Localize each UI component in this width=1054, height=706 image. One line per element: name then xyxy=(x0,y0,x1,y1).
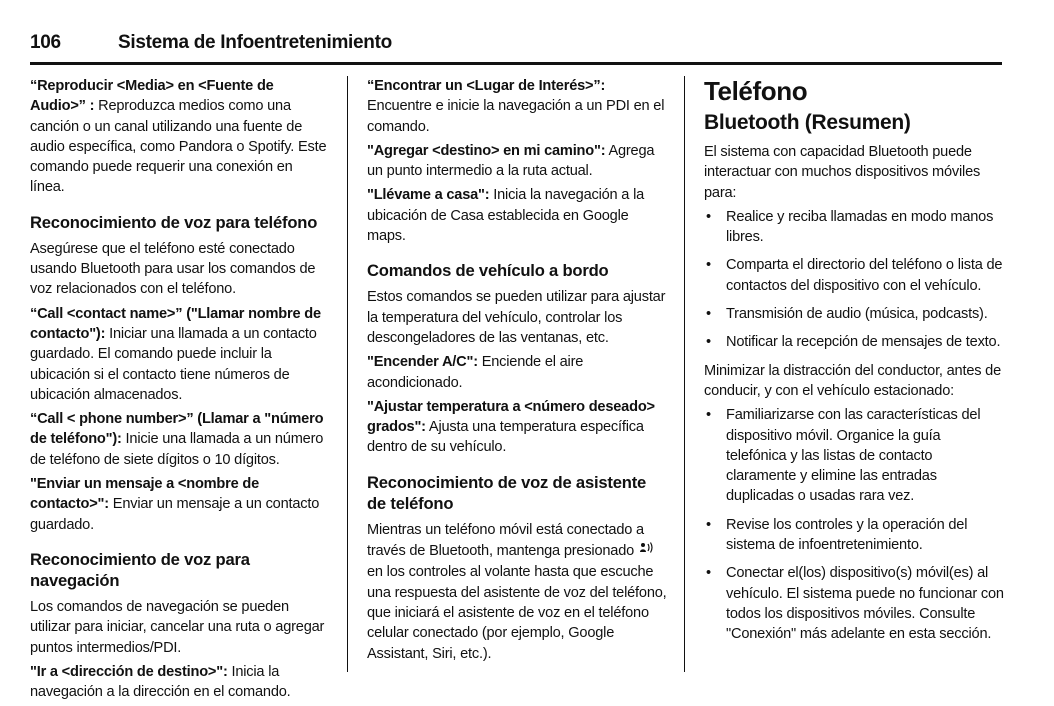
paragraph-text: Inicia la navegación a la dirección en el comando. xyxy=(30,663,291,701)
section-heading: Reconocimiento de voz para navegación xyxy=(30,549,250,590)
bullet: • xyxy=(706,257,711,274)
list-item-text: Notificar la recepción de mensajes de texto. xyxy=(726,334,1001,351)
list-item-text: Revise los controles y la operación del sistema de infoentretenimiento. xyxy=(726,516,968,554)
paragraph xyxy=(367,520,667,664)
paragraph: Asegúrese que el teléfono esté conectado usando Bluetooth para usar los comandos de voz relacionados con el teléfono. xyxy=(30,240,316,298)
bullet: • xyxy=(706,565,711,582)
paragraph xyxy=(30,304,330,405)
paragraph xyxy=(30,662,330,703)
voice-command-icon xyxy=(639,540,655,562)
list-item xyxy=(704,515,1004,556)
command-label: “Encontrar un <Lugar de Interés>”: xyxy=(367,78,606,94)
paragraph-text: Encuentre e inicie la navegación a un PDI en el comando. xyxy=(367,98,665,135)
paragraph-text: Enciende el aire acondicionado. xyxy=(367,354,584,391)
list-item xyxy=(704,405,1004,506)
command-label: “Reproducir <Media> en <Fuente de Audio>” : xyxy=(30,78,274,115)
list-item xyxy=(704,207,1004,248)
paragraph: Minimizar la distracción del conductor, antes de conducir, y con el vehículo estacionado: xyxy=(704,362,1002,399)
paragraph xyxy=(367,141,667,182)
bullet-list xyxy=(704,207,1004,353)
list-item xyxy=(704,304,1004,324)
bullet: • xyxy=(706,208,711,225)
command-label: "Llévame a casa": xyxy=(367,187,490,204)
column-divider xyxy=(347,76,348,672)
bullet-list xyxy=(704,405,1004,644)
paragraph-text: Mientras un teléfono móvil está conectado a través de Bluetooth, mantenga presionado xyxy=(367,521,644,560)
paragraph xyxy=(30,409,330,470)
page-header xyxy=(30,30,1002,60)
paragraph xyxy=(30,474,330,535)
paragraph xyxy=(367,185,667,246)
section-heading: Comandos de vehículo a bordo xyxy=(367,261,609,281)
paragraph-text: Agrega un punto intermedio a la ruta actual. xyxy=(367,142,655,180)
column-middle xyxy=(367,76,667,668)
list-item-text: Conectar el(los) dispositivo(s) móvil(es) al vehículo. El sistema puede no funcionar con todos los dispositivos móviles. Consulte "Conexión" más adelante en esta sección. xyxy=(726,565,1004,643)
list-item-text: Transmisión de audio (música, podcasts). xyxy=(726,306,988,323)
chapter-heading: Teléfono xyxy=(704,76,808,106)
header-rule xyxy=(30,62,1002,65)
command-label: “Call <contact name>” ("Llamar nombre de contacto"): xyxy=(30,305,321,342)
command-label: "Enviar un mensaje a <nombre de contacto>": xyxy=(30,476,260,513)
section-heading: Reconocimiento de voz para teléfono xyxy=(30,212,318,232)
subsection-heading: Bluetooth (Resumen) xyxy=(704,111,911,134)
list-item xyxy=(704,332,1004,352)
list-item xyxy=(704,563,1004,644)
paragraph-text: Inicia la navegación a la ubicación de Casa establecida en Google maps. xyxy=(367,187,645,245)
paragraph-text: Iniciar una llamada a un contacto guardado. El comando puede incluir la ubicación si el contacto tiene números de ubicación almacenados. xyxy=(30,325,317,403)
column-divider xyxy=(684,76,685,672)
bullet: • xyxy=(706,334,711,351)
bullet: • xyxy=(706,516,711,533)
paragraph-text: en los controles al volante hasta que escuche una respuesta del asistente de voz del teléfono, que iniciará el asistente de voz en el teléfono celular conectado (por ejemplo, Google Assistant, Siri, etc.). xyxy=(367,564,667,662)
paragraph-text: Enviar un mensaje a un contacto guardado. xyxy=(30,496,320,533)
list-item-text: Comparta el directorio del teléfono o lista de contactos del dispositivo con el vehículo. xyxy=(726,257,1003,294)
paragraph: Estos comandos se pueden utilizar para ajustar la temperatura del vehículo, controlar los descongeladores de las ventanas, etc. xyxy=(367,289,666,346)
paragraph xyxy=(30,76,330,198)
command-label: "Ajustar temperatura a <número deseado> grados": xyxy=(367,398,655,436)
command-label: "Ir a <dirección de destino>": xyxy=(30,663,228,680)
list-item xyxy=(704,255,1004,296)
paragraph xyxy=(367,352,667,393)
column-left xyxy=(30,76,330,706)
paragraph-text: Ajusta una temperatura específica dentro de su vehículo. xyxy=(367,419,644,456)
paragraph xyxy=(367,397,667,458)
bullet: • xyxy=(706,306,711,323)
command-label: “Call < phone number>” (Llamar a "número de teléfono"): xyxy=(30,411,324,448)
list-item-text: Realice y reciba llamadas en modo manos libres. xyxy=(726,208,994,246)
column-right xyxy=(704,76,1004,653)
paragraph: Los comandos de navegación se pueden utilizar para iniciar, cancelar una ruta o agregar puntos intermedios/PDI. xyxy=(30,598,325,656)
paragraph xyxy=(367,76,667,137)
running-title: Sistema de Infoentretenimiento xyxy=(118,32,392,53)
bullet: • xyxy=(706,407,711,424)
command-label: "Agregar <destino> en mi camino": xyxy=(367,142,606,159)
paragraph-text: Reproduzca medios como una canción o un canal utilizando una fuente de audio específica, como Pandora o Spotify. Este comando puede requerir una conexión en línea. xyxy=(30,98,327,196)
section-heading: Reconocimiento de voz de asistente de teléfono xyxy=(367,472,647,513)
page-number: 106 xyxy=(30,32,61,53)
paragraph-text: Inicie una llamada a un número de teléfono de siete dígitos o 10 dígitos. xyxy=(30,431,324,468)
paragraph: El sistema con capacidad Bluetooth puede interactuar con muchos dispositivos móviles para: xyxy=(704,144,981,201)
list-item-text: Familiarizarse con las características del dispositivo móvil. Organice la guía telefónica y las listas de contacto claramente y elimine las entradas duplicadas o usadas rara vez. xyxy=(726,407,981,505)
command-label: "Encender A/C": xyxy=(367,354,478,371)
